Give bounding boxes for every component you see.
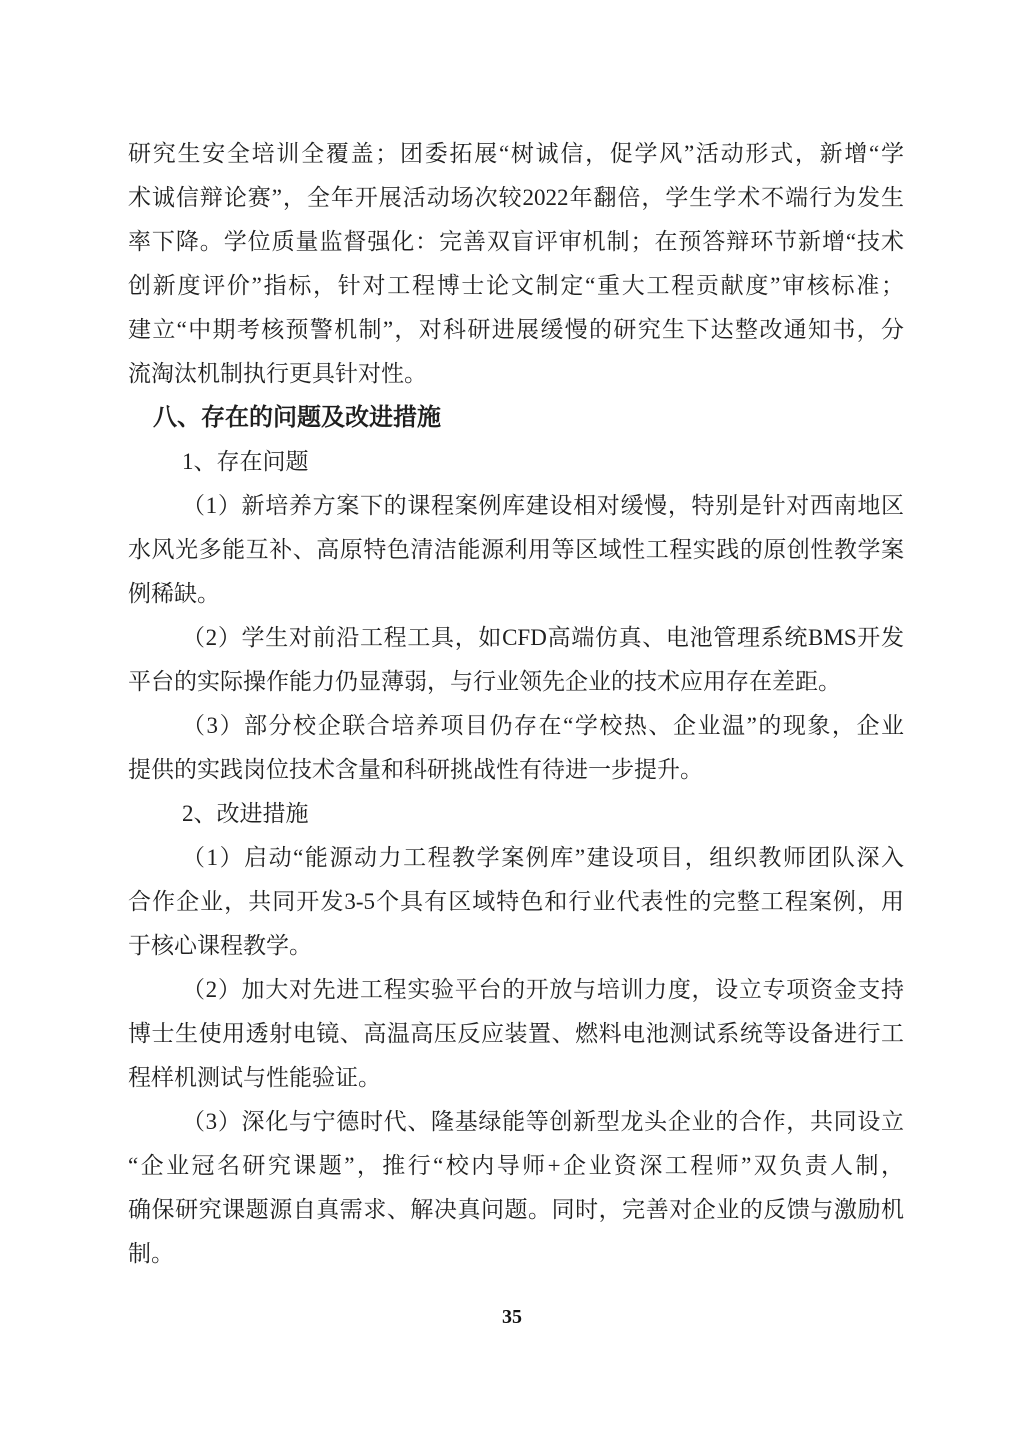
text-line: “企业冠名研究课题”，推行“校内导师+企业资深工程师”双负责人制， <box>128 1153 904 1178</box>
text-line: （3）深化与宁德时代、隆基绿能等创新型龙头企业的合作，共同设立 <box>182 1109 904 1134</box>
text-line: 流淘汰机制执行更具针对性。 <box>128 361 427 386</box>
text-line: 博士生使用透射电镜、高温高压反应装置、燃料电池测试系统等设备进行工 <box>128 1021 904 1046</box>
text-line: 研究生安全培训全覆盖；团委拓展“树诚信，促学风”活动形式，新增“学 <box>128 141 904 166</box>
text-line: 水风光多能互补、高原特色清洁能源利用等区域性工程实践的原创性教学案 <box>128 537 904 562</box>
text-line: 术诚信辩论赛”，全年开展活动场次较2022年翻倍，学生学术不端行为发生 <box>128 185 904 210</box>
text-line: 创新度评价”指标，针对工程博士论文制定“重大工程贡献度”审核标准； <box>128 273 904 298</box>
text-line: （2）学生对前沿工程工具，如CFD高端仿真、电池管理系统BMS开发 <box>182 625 904 650</box>
page-number: 35 <box>502 1306 522 1328</box>
section-heading: 八、存在的问题及改进措施 <box>153 405 441 431</box>
text-line: 例稀缺。 <box>128 581 220 606</box>
text-line: 平台的实际操作能力仍显薄弱，与行业领先企业的技术应用存在差距。 <box>128 669 841 694</box>
text-line: 合作企业，共同开发3-5个具有区域特色和行业代表性的完整工程案例，用 <box>128 889 904 914</box>
text-line: 确保研究课题源自真需求、解决真问题。同时，完善对企业的反馈与激励机 <box>128 1197 904 1222</box>
text-line: （3）部分校企联合培养项目仍存在“学校热、企业温”的现象，企业 <box>182 713 904 738</box>
text-line: 制。 <box>128 1241 174 1266</box>
text-line: 率下降。学位质量监督强化：完善双盲评审机制；在预答辩环节新增“技术 <box>128 229 904 254</box>
text-line: （1）启动“能源动力工程教学案例库”建设项目，组织教师团队深入 <box>182 845 904 870</box>
list-heading: 2、改进措施 <box>182 801 309 826</box>
text-line: （1）新培养方案下的课程案例库建设相对缓慢，特别是针对西南地区 <box>182 493 904 518</box>
document-body <box>128 132 904 1276</box>
text-line: 建立“中期考核预警机制”，对科研进展缓慢的研究生下达整改通知书，分 <box>128 317 904 342</box>
list-heading: 1、存在问题 <box>182 449 309 474</box>
text-line: 于核心课程教学。 <box>128 933 312 958</box>
text-line: 程样机测试与性能验证。 <box>128 1065 381 1090</box>
text-line: （2）加大对先进工程实验平台的开放与培训力度，设立专项资金支持 <box>182 977 904 1002</box>
text-line: 提供的实践岗位技术含量和科研挑战性有待进一步提升。 <box>128 757 703 782</box>
